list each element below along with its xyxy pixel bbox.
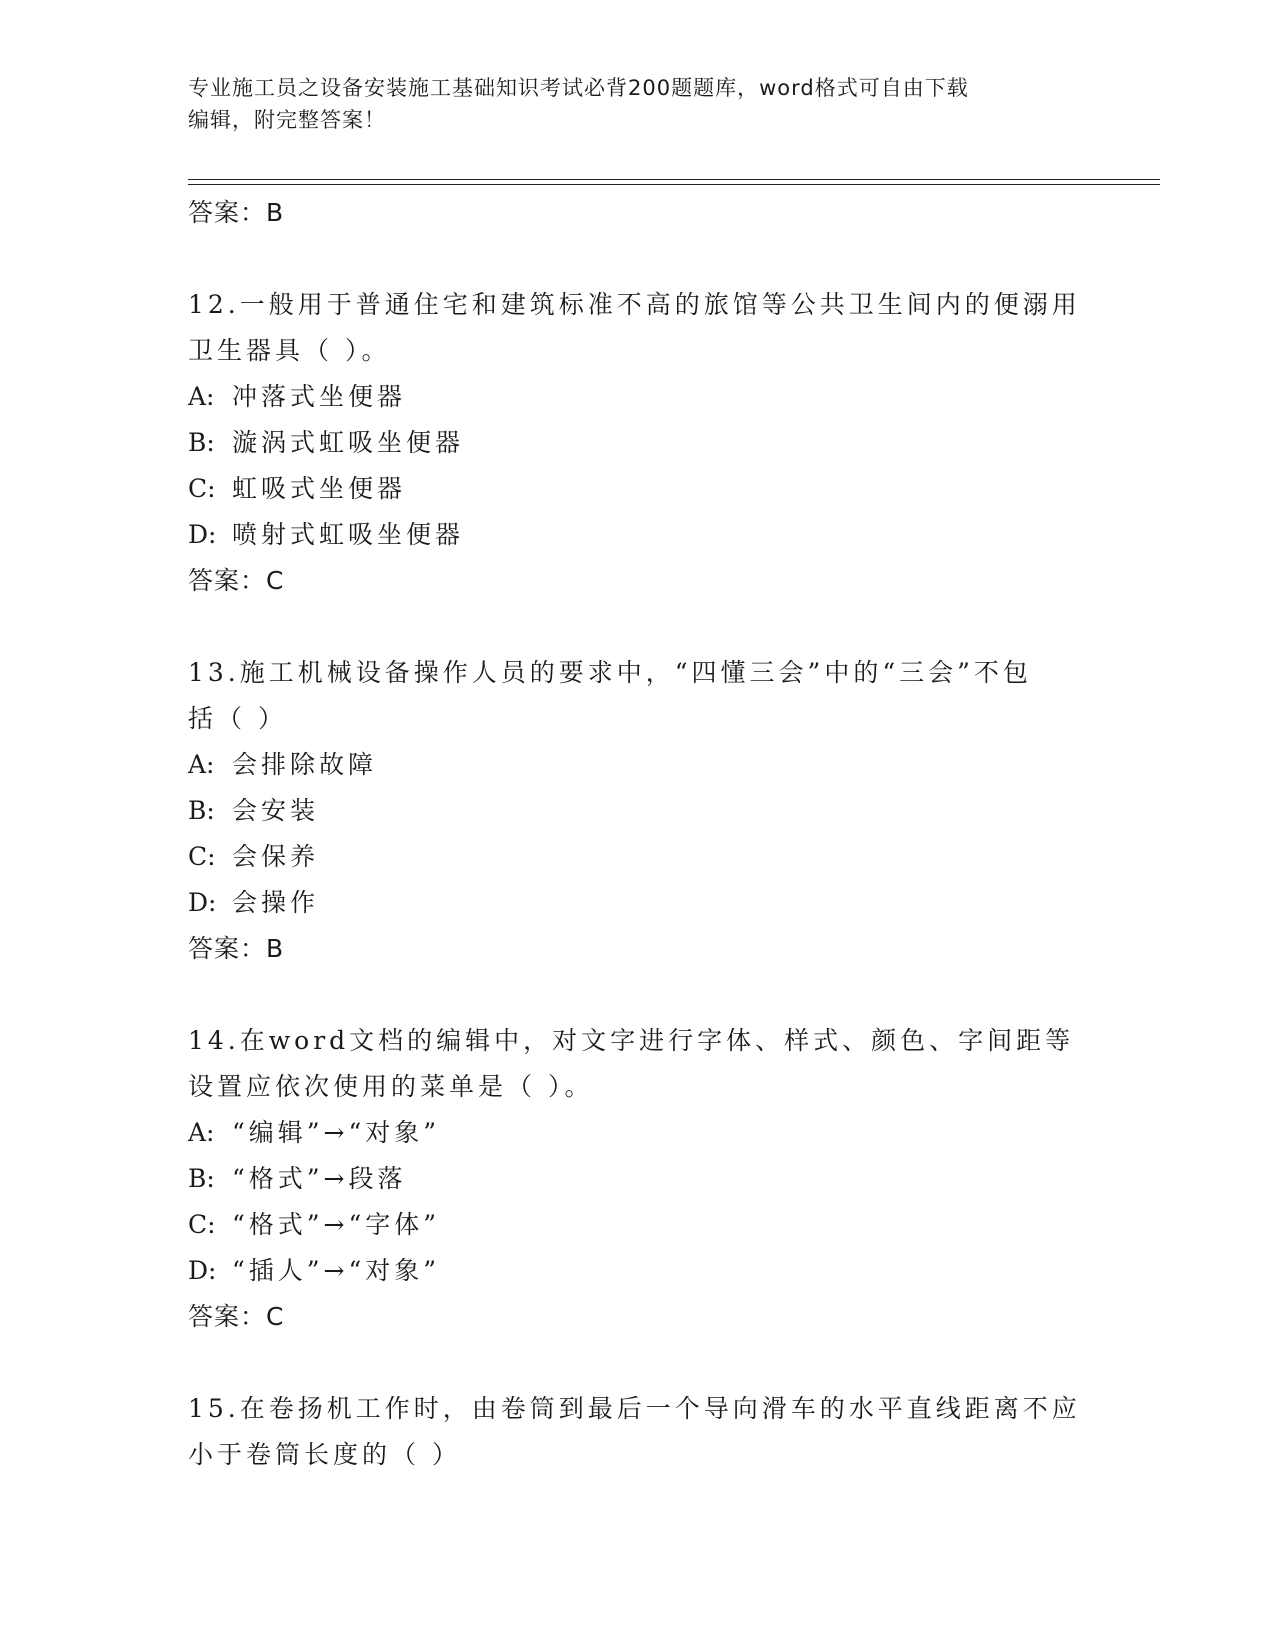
header-rule-bottom xyxy=(188,184,1160,185)
option-letter: C: xyxy=(188,842,216,871)
option-text: 喷射式虹吸坐便器 xyxy=(232,520,465,549)
option-text: 冲落式坐便器 xyxy=(232,382,407,411)
option-text: 会操作 xyxy=(232,888,320,917)
spacer xyxy=(188,236,1088,282)
question-12 xyxy=(188,282,1088,604)
question-text-line-1: 14.在word文档的编辑中，对文字进行字体、样式、颜色、字间距等 xyxy=(188,1026,1075,1055)
question-text-line-1: 13.施工机械设备操作人员的要求中，“四懂三会”中的“三会”不包 xyxy=(188,658,1032,687)
answer-line: 答案：C xyxy=(188,566,285,595)
answer-line: 答案：C xyxy=(188,1302,285,1331)
option-letter: A: xyxy=(188,382,215,411)
question-text-line-2: 括（ ） xyxy=(188,704,287,733)
option-d xyxy=(188,880,1088,926)
option-letter: D: xyxy=(188,520,217,549)
option-text: 会保养 xyxy=(232,842,320,871)
question-text-line-2: 卫生器具（ ）。 xyxy=(188,336,391,365)
answer-line: 答案：B xyxy=(188,198,285,227)
option-text: “格式”→段落 xyxy=(232,1164,407,1193)
option-letter: D: xyxy=(188,888,217,917)
question-13 xyxy=(188,650,1088,972)
option-text: 会安装 xyxy=(232,796,320,825)
header-line-1: 专业施工员之设备安装施工基础知识考试必背200题题库，word格式可自由下载 xyxy=(188,76,969,100)
option-d xyxy=(188,1248,1088,1294)
question-14 xyxy=(188,1018,1088,1340)
spacer xyxy=(188,972,1088,1018)
option-letter: A: xyxy=(188,1118,215,1147)
question-text-line-2: 小于卷筒长度的（ ） xyxy=(188,1440,461,1469)
option-c xyxy=(188,834,1088,880)
option-text: 漩涡式虹吸坐便器 xyxy=(232,428,465,457)
option-letter: C: xyxy=(188,474,216,503)
document-body xyxy=(188,190,1088,1478)
option-a xyxy=(188,374,1088,420)
option-text: 会排除故障 xyxy=(232,750,378,779)
header-rule-top xyxy=(188,179,1160,180)
option-b xyxy=(188,1156,1088,1202)
option-c xyxy=(188,466,1088,512)
option-c xyxy=(188,1202,1088,1248)
option-a xyxy=(188,742,1088,788)
option-text: 虹吸式坐便器 xyxy=(232,474,407,503)
option-letter: D: xyxy=(188,1256,217,1285)
option-letter: C: xyxy=(188,1210,216,1239)
option-text: “编辑”→“对象” xyxy=(232,1118,441,1147)
option-letter: B: xyxy=(188,428,215,457)
spacer xyxy=(188,1340,1088,1386)
option-letter: B: xyxy=(188,1164,215,1193)
option-a xyxy=(188,1110,1088,1156)
option-text: “插人”→“对象” xyxy=(232,1256,441,1285)
question-15 xyxy=(188,1386,1088,1478)
spacer xyxy=(188,604,1088,650)
option-letter: A: xyxy=(188,750,215,779)
question-text-line-1: 15.在卷扬机工作时，由卷筒到最后一个导向滑车的水平直线距离不应 xyxy=(188,1394,1081,1423)
answer-line: 答案：B xyxy=(188,934,285,963)
option-text: “格式”→“字体” xyxy=(232,1210,441,1239)
option-b xyxy=(188,420,1088,466)
page-header xyxy=(188,72,1088,136)
question-text-line-1: 12.一般用于普通住宅和建筑标准不高的旅馆等公共卫生间内的便溺用 xyxy=(188,290,1081,319)
header-line-2: 编辑，附完整答案！ xyxy=(188,108,386,132)
option-b xyxy=(188,788,1088,834)
option-letter: B: xyxy=(188,796,215,825)
option-d xyxy=(188,512,1088,558)
question-text-line-2: 设置应依次使用的菜单是（ ）。 xyxy=(188,1072,594,1101)
